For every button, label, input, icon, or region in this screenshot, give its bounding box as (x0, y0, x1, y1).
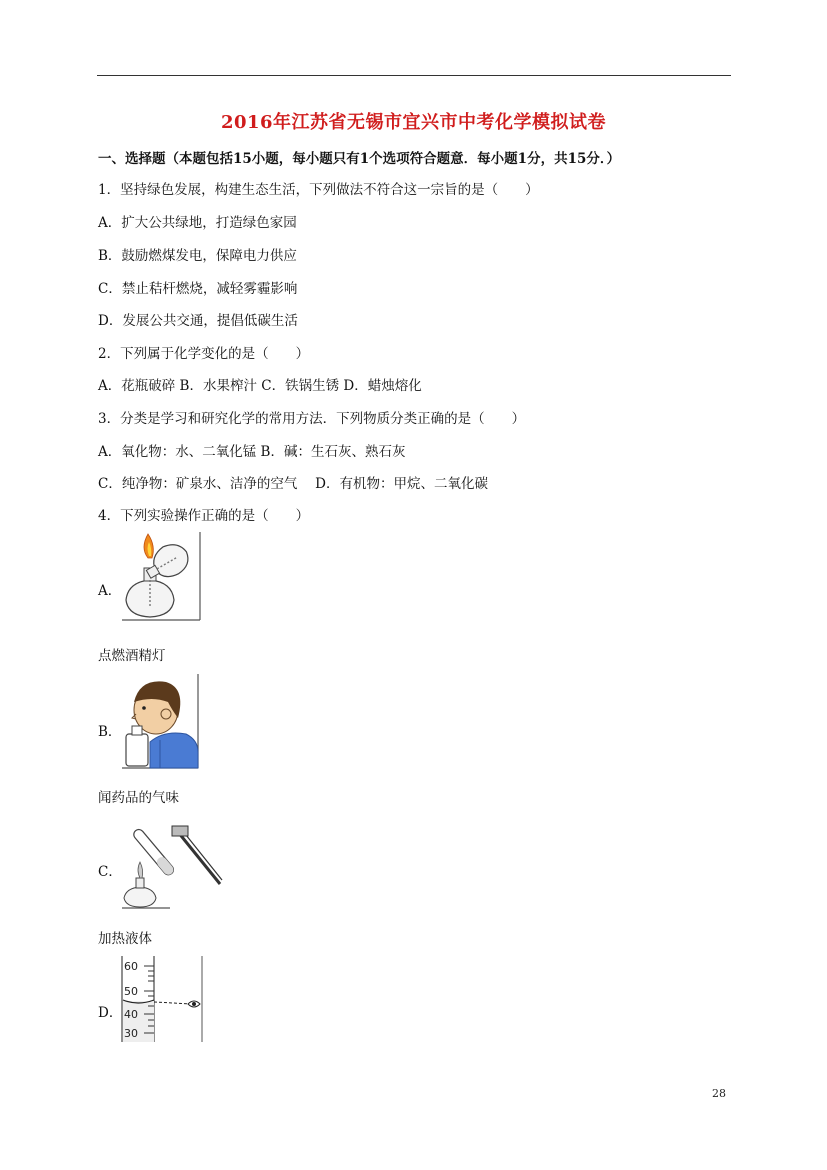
question-4-option-d-label: D． (98, 1005, 123, 1021)
question-3-stem: 3．分类是学习和研究化学的常用方法．下列物质分类正确的是（ ） (98, 411, 526, 427)
question-4-option-c-label: C． (98, 864, 122, 880)
question-3-option-ab: A．氧化物：水、二氧化锰 B．碱：生石灰、熟石灰 (98, 444, 406, 460)
question-4-option-a-label: A． (98, 583, 122, 599)
question-2-options: A．花瓶破碎 B．水果榨汁 C．铁锅生锈 D．蜡烛熔化 (98, 378, 422, 394)
scale-label-60: 60 (124, 960, 138, 973)
heating-liquid-icon (120, 812, 224, 910)
question-4-stem: 4．下列实验操作正确的是（ ） (98, 508, 310, 524)
question-4-option-b-label: B． (98, 724, 122, 740)
scale-label-40: 40 (124, 1008, 138, 1021)
question-2-stem: 2．下列属于化学变化的是（ ） (98, 346, 310, 362)
question-1-option-b: B．鼓励燃煤发电，保障电力供应 (98, 248, 297, 264)
question-1-stem: 1．坚持绿色发展，构建生态生活，下列做法不符合这一宗旨的是（ ） (98, 182, 539, 198)
question-4-option-c-caption: 加热液体 (98, 931, 152, 947)
scale-label-30: 30 (124, 1027, 138, 1040)
question-4-option-a-caption: 点燃酒精灯 (98, 648, 166, 664)
alcohol-lamp-lighting-icon (120, 530, 202, 622)
page-title: 2016年江苏省无锡市宜兴市中考化学模拟试卷 (220, 112, 607, 133)
smelling-chemical-icon (120, 672, 200, 770)
question-3-option-cd: C．纯净物：矿泉水、洁净的空气 D．有机物：甲烷、二氧化碳 (98, 476, 488, 492)
section-heading: 一、选择题（本题包括15小题，每小题只有1个选项符合题意．每小题1分，共15分．） (98, 151, 621, 167)
question-1-option-c: C．禁止秸杆燃烧，减轻雾霾影响 (98, 281, 298, 297)
question-4-option-b-caption: 闻药品的气味 (98, 790, 179, 806)
graduated-cylinder-reading-icon (120, 956, 206, 1042)
header-rule (97, 75, 731, 76)
question-1-option-d: D．发展公共交通，提倡低碳生活 (98, 313, 298, 329)
question-1-option-a: A．扩大公共绿地，打造绿色家园 (98, 215, 297, 231)
page-number: 28 (712, 1087, 726, 1100)
scale-label-50: 50 (124, 985, 138, 998)
